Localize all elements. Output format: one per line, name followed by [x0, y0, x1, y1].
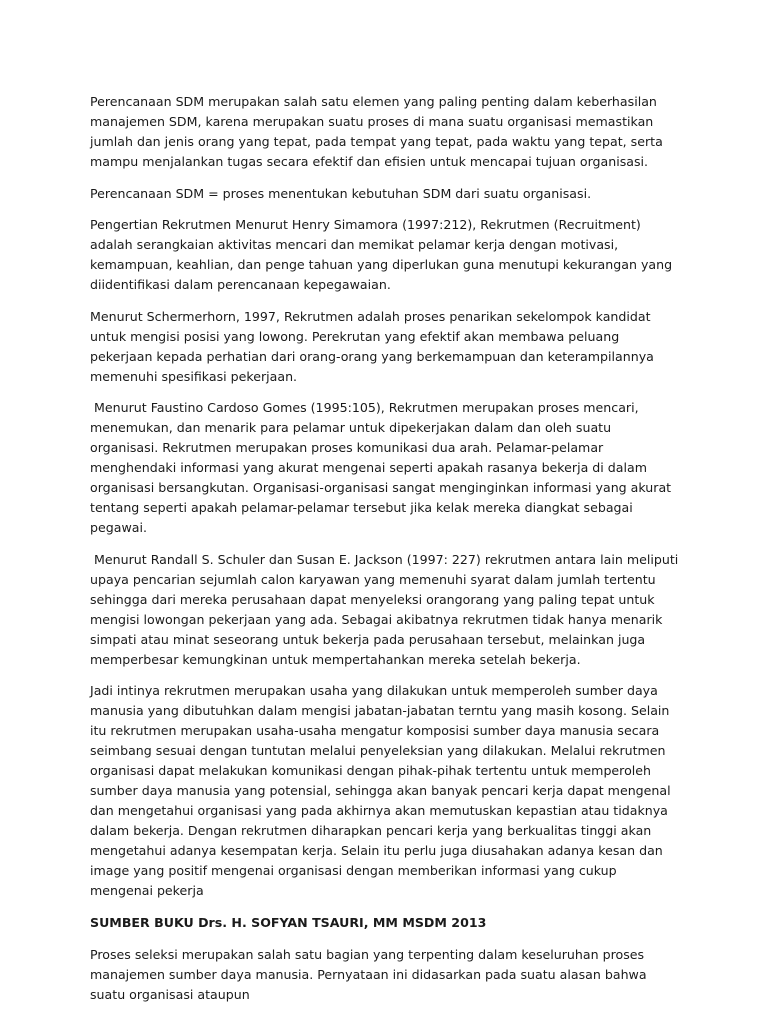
- paragraph-simamora: Pengertian Rekrutmen Menurut Henry Simamora (1997:212), Rekrutmen (Recruitment) adalah serangkaian aktivitas mencari dan memikat pelamar kerja dengan motivasi, kemampuan, keahlian, dan penge tahuan yang diperlukan guna menutupi kekurangan yang diidentifikasi dalam perencanaan kepegawaian.: [90, 217, 677, 292]
- paragraph-schuler-jackson: Menurut Randall S. Schuler dan Susan E. Jackson (1997: 227) rekrutmen antara lain meliputi upaya pencarian sejumlah calon karyawan yang memenuhi syarat dalam jumlah tertentu sehingga dari mereka perusahaan dapat menyeleksi orangorang yang paling tepat untuk mengisi lowongan pekerjaan yang ada. Sebagai akibatnya rekrutmen tidak hanya menarik simpati atau minat seseorang untuk bekerja pada perusahaan tersebut, melainkan juga memperbesar kemungkinan untuk mempertahankan mereka setelah bekerja.: [90, 551, 683, 667]
- paragraph-gomes: Menurut Faustino Cardoso Gomes (1995:105), Rekrutmen merupakan proses mencari, menemukan, dan menarik para pelamar untuk dipekerjakan dalam dan oleh suatu organisasi. Rekrutmen merupakan proses komunikasi dua arah. Pelamar-pelamar menghendaki informasi yang akurat mengenai seperti apakah rasanya bekerja di dalam organisasi bersangkutan. Organisasi-organisasi sangat menginginkan informasi yang akurat tentang seperti apakah pelamar-pelamar tersebut jika kelak mereka diangkat sebagai pegawai.: [90, 400, 676, 535]
- paragraph-proses-seleksi: Proses seleksi merupakan salah satu bagian yang terpenting dalam keseluruhan proses manajemen sumber daya manusia. Pernyataan ini didasarkan pada suatu alasan bahwa suatu organisasi ataupun: [90, 946, 651, 1002]
- paragraph-definisi-perencanaan: Perencanaan SDM = proses menentukan kebutuhan SDM dari suatu organisasi.: [90, 185, 592, 201]
- paragraph-inti-rekrutmen: Jadi intinya rekrutmen merupakan usaha yang dilakukan untuk memperoleh sumber daya manusia yang dibutuhkan dalam mengisi jabatan-jabatan terntu yang masih kosong. Selain itu rekrutmen merupakan usaha-usaha mengatur komposisi sumber daya manusia secara seimbang sesuai dengan tuntutan melalui penyeleksian yang dilakukan. Melalui rekrutmen organisasi dapat melakukan komunikasi dengan pihak-pihak tertentu untuk memperoleh sumber daya manusia yang potensial, sehingga akan banyak pencari kerja dapat mengenal dan mengetahui organisasi yang pada akhirnya akan memutuskan kepastian atau tidaknya dalam bekerja. Dengan rekrutmen diharapkan pencari kerja yang berkualitas tinggi akan mengetahui adanya kesempatan kerja. Selain itu perlu juga diusahakan adanya kesan dan image yang positif mengenai organisasi dengan memberikan informasi yang cukup mengenai pekerja: [90, 683, 675, 898]
- document-body: [90, 92, 682, 1016]
- source-heading: SUMBER BUKU Drs. H. SOFYAN TSAURI, MM MSDM 2013: [90, 914, 487, 930]
- paragraph-perencanaan-sdm: Perencanaan SDM merupakan salah satu elemen yang paling penting dalam keberhasilan manajemen SDM, karena merupakan suatu proses di mana suatu organisasi memastikan jumlah dan jenis orang yang tepat, pada tempat yang tepat, pada waktu yang tepat, serta mampu menjalankan tugas secara efektif dan efisien untuk mencapai tujuan organisasi.: [90, 94, 667, 169]
- paragraph-schermerhorn: Menurut Schermerhorn, 1997, Rekrutmen adalah proses penarikan sekelompok kandidat untuk mengisi posisi yang lowong. Perekrutan yang efektif akan membawa peluang pekerjaan kepada perhatian dari orang-orang yang berkemampuan dan keterampilannya memenuhi spesifikasi pekerjaan.: [90, 308, 658, 384]
